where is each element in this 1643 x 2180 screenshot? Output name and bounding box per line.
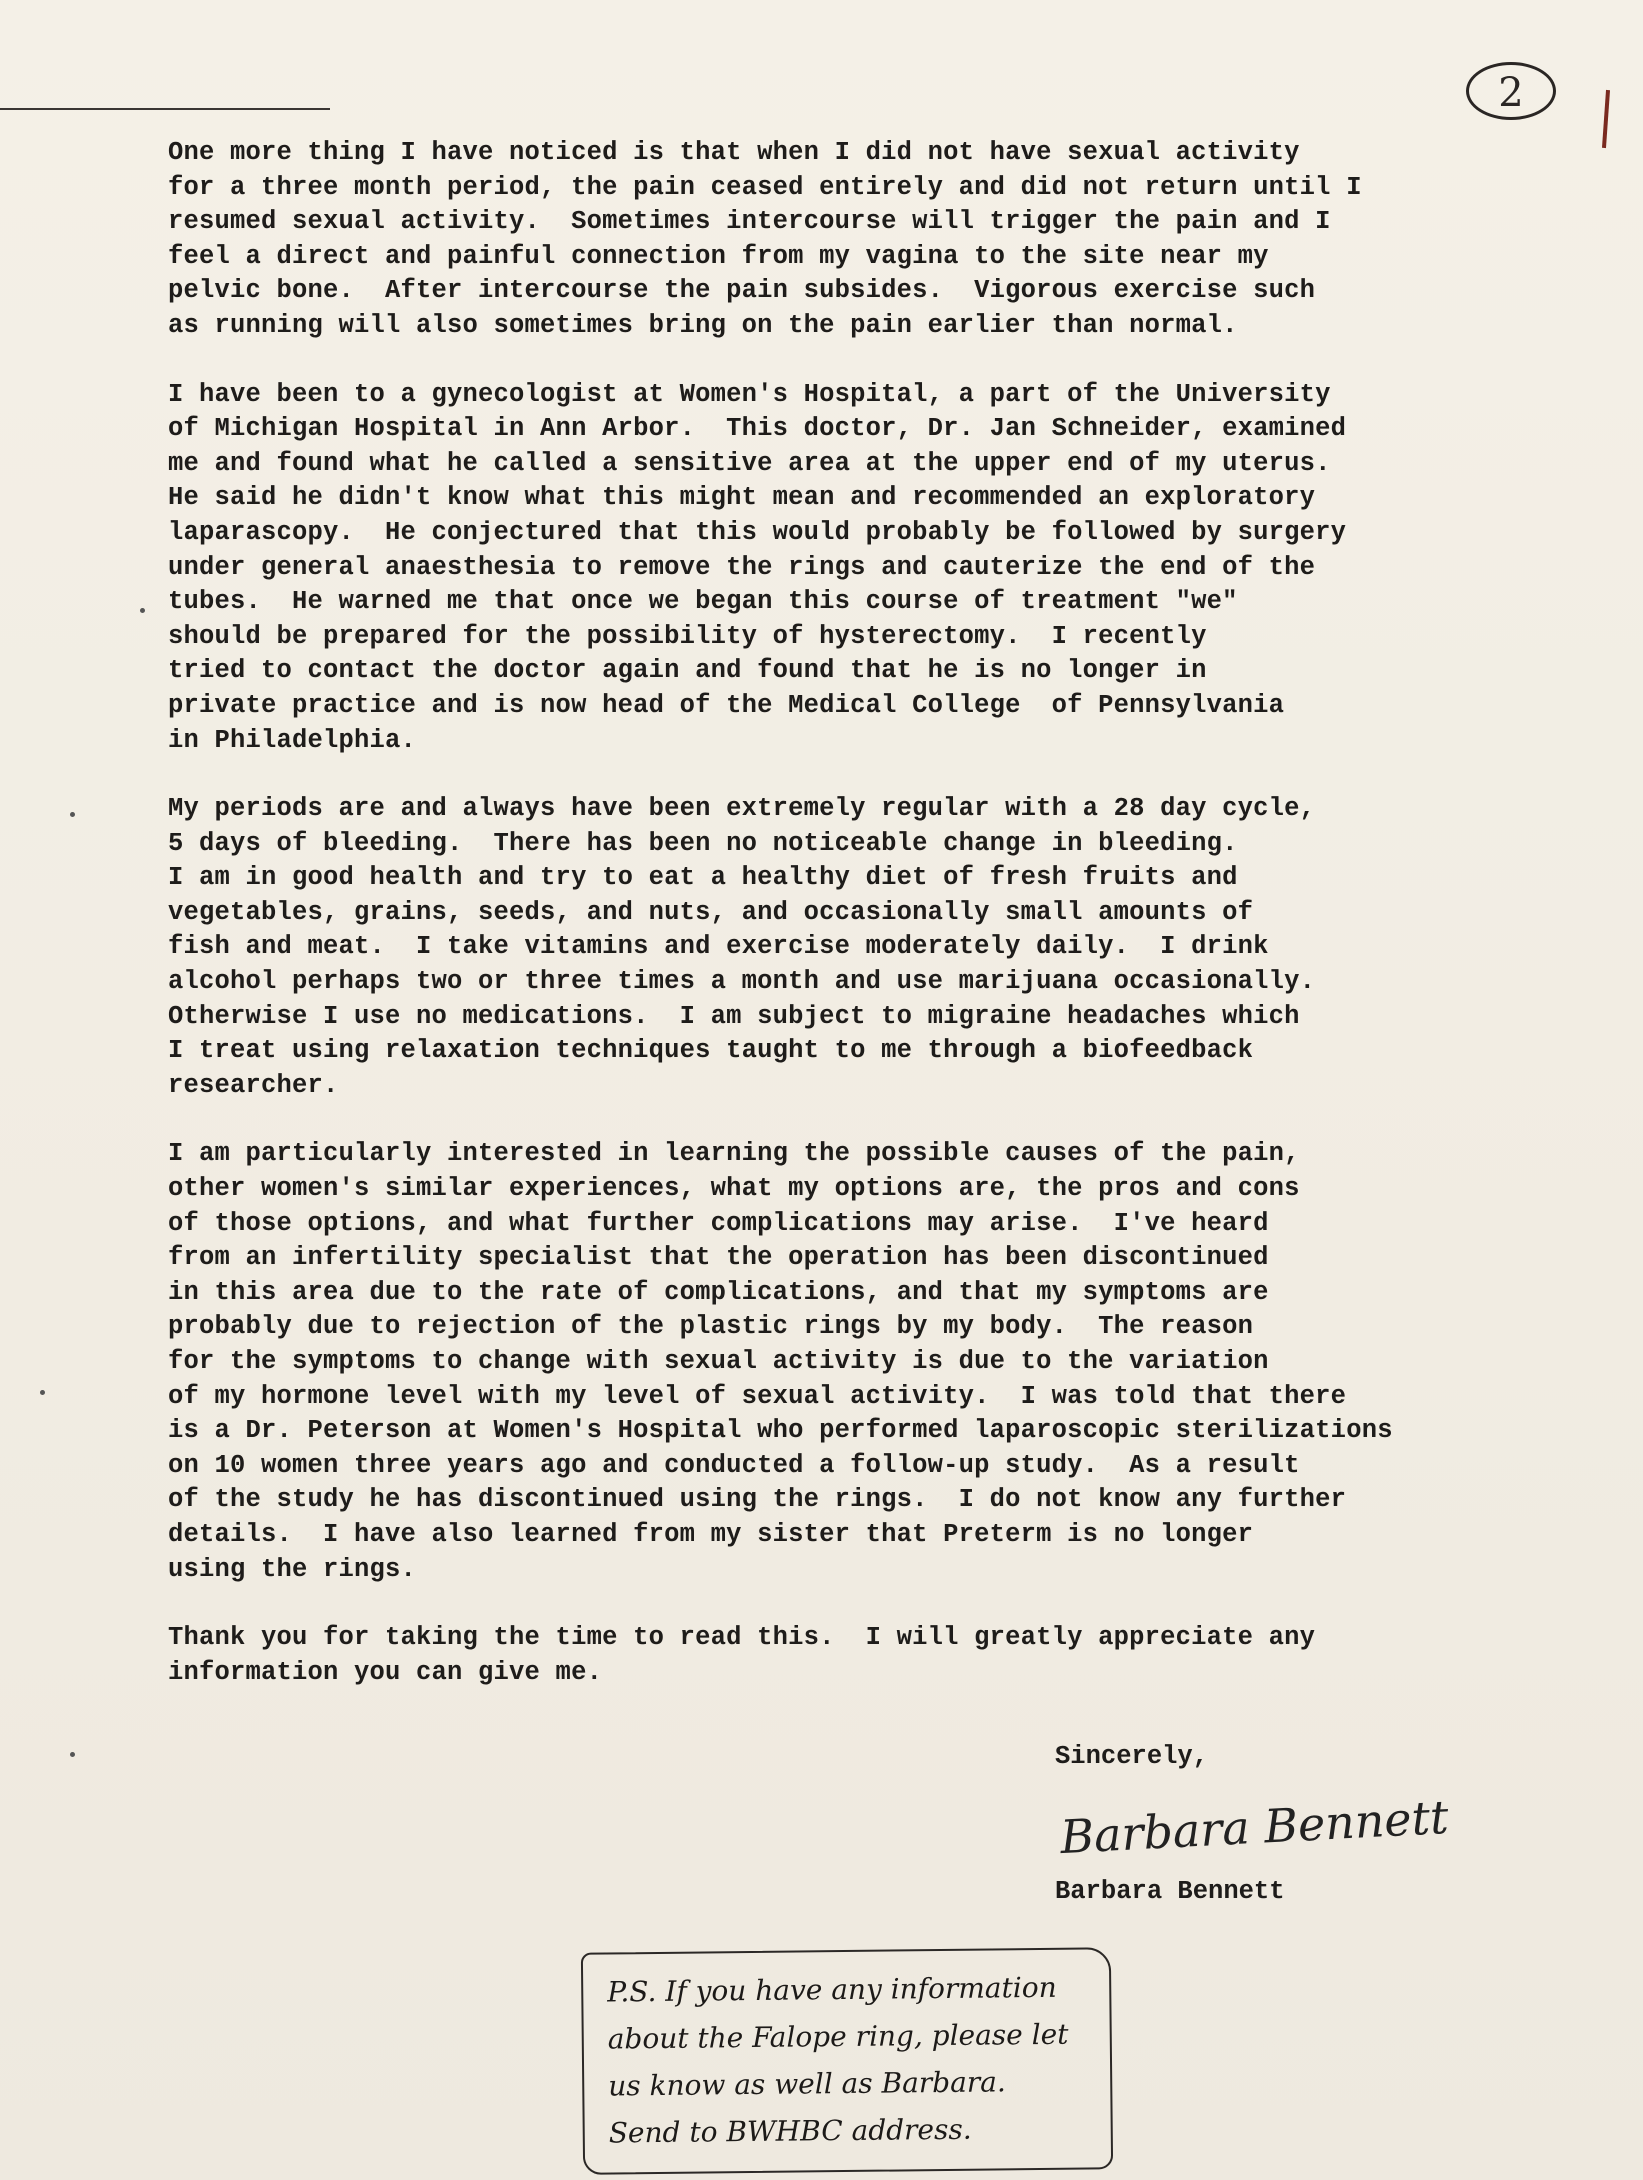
postscript-line: Send to BWHBC address. — [608, 2112, 972, 2150]
text-line: tubes. He warned me that once we began this course of treatment "we" — [168, 587, 1238, 617]
text-line: One more thing I have noticed is that when I did not have sexual activity — [168, 138, 1300, 167]
text-line: of my hormone level with my level of sexual activity. I was told that there — [168, 1381, 1347, 1411]
text-line: information you can give me. — [168, 1657, 603, 1687]
text-line: from an infertility specialist that the operation has been discontinued — [168, 1243, 1269, 1273]
text-line: me and found what he called a sensitive area at the upper end of my uterus. — [168, 448, 1331, 478]
closing-block — [1055, 1740, 1475, 1774]
text-line: is a Dr. Peterson at Women's Hospital who performed laparoscopic sterilizations — [168, 1416, 1393, 1446]
text-line: I am in good health and try to eat a healthy diet of fresh fruits and — [168, 863, 1238, 893]
paragraph-3 — [168, 792, 1548, 1103]
closing: Sincerely, — [1055, 1742, 1209, 1771]
margin-dot — [140, 608, 145, 613]
text-line: details. I have also learned from my sister that Preterm is no longer — [168, 1519, 1254, 1549]
paragraph-5 — [168, 1621, 1548, 1690]
text-line: using the rings. — [168, 1554, 417, 1584]
text-line: resumed sexual activity. Sometimes intercourse will trigger the pain and I — [168, 207, 1331, 237]
top-rule — [0, 108, 330, 110]
margin-dot — [40, 1390, 45, 1395]
postscript-line: about the Falope ring, please let — [607, 2017, 1069, 2056]
letter-body — [168, 136, 1548, 1724]
text-line: of Michigan Hospital in Ann Arbor. This doctor, Dr. Jan Schneider, examined — [168, 414, 1347, 444]
text-line: I treat using relaxation techniques taught to me through a biofeedback — [168, 1036, 1254, 1066]
text-line: probably due to rejection of the plastic rings by my body. The reason — [168, 1312, 1254, 1342]
text-line: on 10 women three years ago and conducted a follow-up study. As a result — [168, 1450, 1300, 1480]
text-line: as running will also sometimes bring on the pain earlier than normal. — [168, 310, 1238, 340]
signed-name: Barbara Bennett — [1055, 1877, 1285, 1906]
text-line: laparascopy. He conjectured that this would probably be followed by surgery — [168, 517, 1347, 547]
text-line: other women's similar experiences, what my options are, the pros and cons — [168, 1174, 1300, 1204]
text-line: private practice and is now head of the Medical College of Pennsylvania — [168, 690, 1285, 720]
postscript-line: P.S. If you have any information — [607, 1970, 1057, 2009]
text-line: Otherwise I use no medications. I am subject to migraine headaches which — [168, 1001, 1300, 1031]
red-ink-mark — [1602, 90, 1610, 148]
paragraph-4 — [168, 1137, 1548, 1587]
postscript-line: us know as well as Barbara. — [608, 2065, 1006, 2103]
text-line: 5 days of bleeding. There has been no noticeable change in bleeding. — [168, 828, 1238, 858]
postscript-note — [581, 1947, 1113, 2175]
text-line: of those options, and what further complications may arise. I've heard — [168, 1208, 1269, 1238]
text-line: in Philadelphia. — [168, 725, 417, 755]
text-line: I have been to a gynecologist at Women's Hospital, a part of the University — [168, 379, 1331, 409]
handwritten-signature: Barbara Bennett — [1058, 1789, 1450, 1865]
text-line: vegetables, grains, seeds, and nuts, and occasionally small amounts of — [168, 897, 1254, 927]
text-line: for a three month period, the pain ceased entirely and did not return until I — [168, 172, 1362, 202]
text-line: under general anaesthesia to remove the rings and cauterize the end of the — [168, 552, 1316, 582]
text-line: in this area due to the rate of complications, and that my symptoms are — [168, 1277, 1269, 1307]
text-line: Thank you for taking the time to read this. I will greatly appreciate any — [168, 1623, 1316, 1653]
text-line: of the study he has discontinued using the rings. I do not know any further — [168, 1485, 1347, 1515]
text-line: My periods are and always have been extremely regular with a 28 day cycle, — [168, 794, 1316, 824]
text-line: researcher. — [168, 1070, 339, 1100]
page-number: 2 — [1466, 62, 1556, 120]
text-line: fish and meat. I take vitamins and exercise moderately daily. I drink — [168, 932, 1269, 962]
text-line: feel a direct and painful connection from my vagina to the site near my — [168, 241, 1269, 271]
text-line: for the symptoms to change with sexual activity is due to the variation — [168, 1347, 1269, 1376]
paragraph-2 — [168, 378, 1548, 759]
text-line: should be prepared for the possibility of hysterectomy. I recently — [168, 621, 1207, 651]
text-line: He said he didn't know what this might mean and recommended an exploratory — [168, 483, 1316, 513]
margin-dot — [70, 812, 75, 817]
text-line: alcohol perhaps two or three times a month and use marijuana occasionally. — [168, 967, 1316, 997]
text-line: I am particularly interested in learning the possible causes of the pain, — [168, 1139, 1300, 1169]
paragraph-1 — [168, 136, 1548, 344]
text-line: tried to contact the doctor again and found that he is no longer in — [168, 656, 1207, 686]
text-line: pelvic bone. After intercourse the pain subsides. Vigorous exercise such — [168, 276, 1316, 306]
margin-dot — [70, 1752, 75, 1757]
